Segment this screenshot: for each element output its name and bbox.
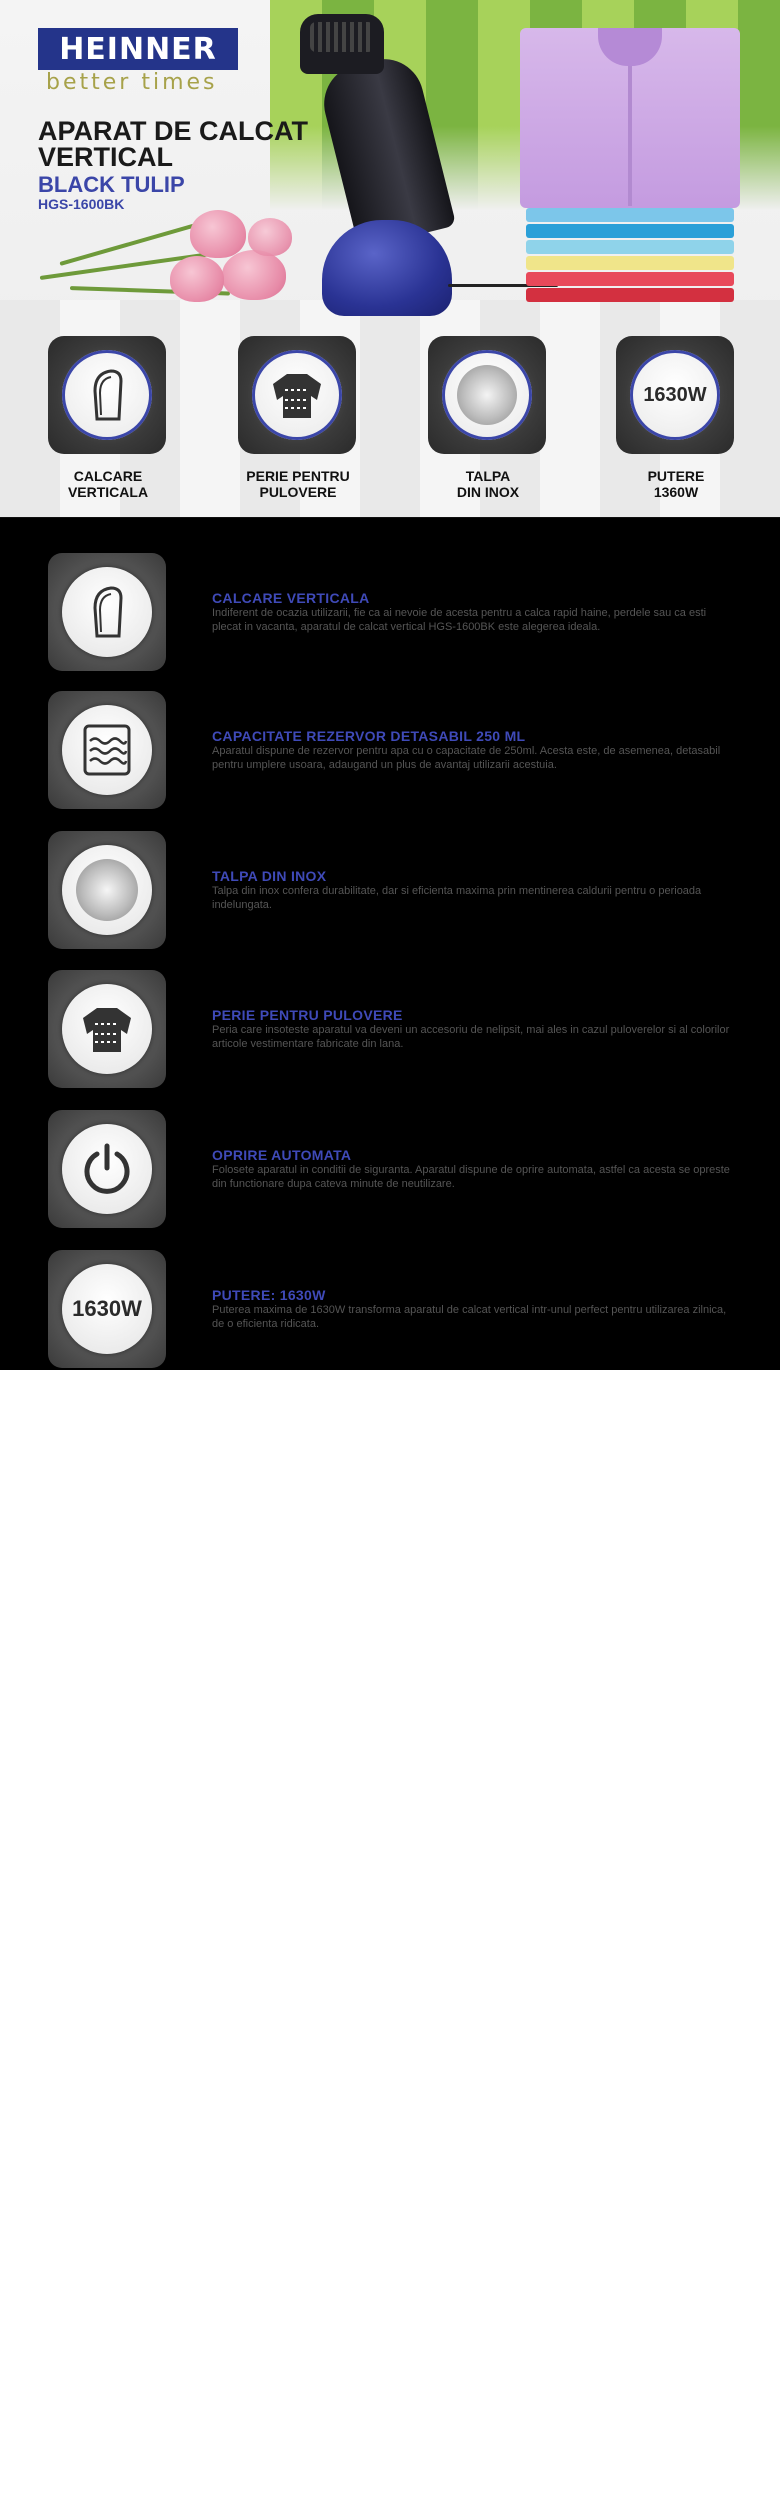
feature-description: Aparatul dispune de rezervor pentru apa cu o capacitate de 250ml. Acesta este, de asemenea, detasabil pentru umplere usoara, adaugand un plus de avantaj utilizarii acestuia. [212,745,721,771]
hero-banner [0,0,780,518]
tile-label-sweater: PERIE PENTRU PULOVERE [246,468,350,500]
tile-label-steam-iron: CALCARE VERTICALA [67,468,149,500]
tile-sweater [238,336,356,454]
feature-description: Folosete aparatul in conditii de siguranta. Aparatul dispune de oprire automata, astfel ca acesta se opreste din functionare dupa cateva minute de neutilizare. [212,1164,730,1190]
brand-tagline: better times [46,70,218,95]
features-section [0,518,780,1370]
product-title: APARAT DE CALCAT VERTICAL [38,116,308,172]
inox-plate-icon [62,845,152,935]
feature-description: Peria care insoteste aparatul va deveni un accesoriu de nelipsit, mai ales in cazul puloverelor si al colorilor articole vestimentare fabricate din lana. [212,1024,730,1050]
tile-inox-plate [428,336,546,454]
feature-title: PERIE PENTRU PULOVERE [212,1007,403,1023]
feature-icon-tile [48,1110,166,1228]
feature-title: TALPA DIN INOX [212,868,327,884]
feature-icon-tile [48,1250,166,1368]
feature-title: OPRIRE AUTOMATA [212,1147,352,1163]
brand-logo-text: HEINNER [59,31,217,67]
power-rating-icon: 1630W [62,1264,152,1354]
feature-title: CAPACITATE REZERVOR DETASABIL 250 ML [212,728,526,744]
product-subtitle: BLACK TULIP [38,172,185,197]
feature-icon-tile [48,831,166,949]
feature-icon-tile [48,970,166,1088]
inox-plate-icon [442,350,532,440]
product-model: HGS-1600BK [38,196,125,212]
feature-description: Indiferent de ocazia utilizarii, fie ca ai nevoie de acesta pentru a calca rapid haine, perdele sau ca esti plecat in vacanta, aparatul de calcat vertical HGS-1600BK este alegerea ideala. [212,607,707,633]
feature-title: PUTERE: 1630W [212,1287,326,1303]
sweater-icon [62,984,152,1074]
tile-power [616,336,734,454]
tile-steam-iron [48,336,166,454]
feature-icon-tile [48,553,166,671]
water-tank-icon [62,705,152,795]
feature-icon-tile [48,691,166,809]
tile-label-inox-plate: TALPA DIN INOX [456,468,520,500]
feature-title: CALCARE VERTICALA [212,590,370,606]
power-rating-icon: 1630W [630,350,720,440]
sweater-icon [252,350,342,440]
brand-logo [38,28,238,70]
feature-description: Puterea maxima de 1630W transforma aparatul de calcat vertical intr-unul perfect pentru utilizarea zilnica, de o eficienta ridicata. [212,1304,727,1330]
tile-label-power: PUTERE 1360W [647,468,705,500]
feature-description: Talpa din inox confera durabilitate, dar si eficienta maxima prin mentinerea caldurii pentru o perioada indelungata. [212,885,702,911]
steam-iron-icon [62,350,152,440]
power-button-icon [62,1124,152,1214]
shirt-stack-image [520,28,740,318]
steam-iron-icon [62,567,152,657]
